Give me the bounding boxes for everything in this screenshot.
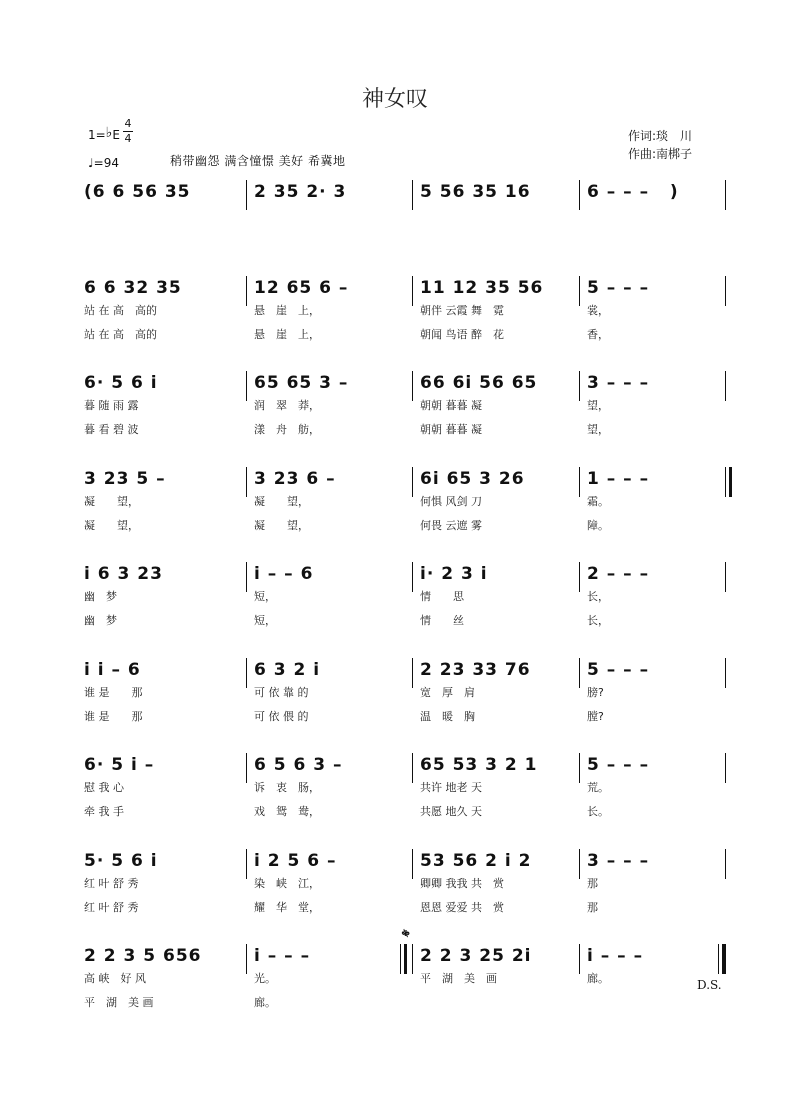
score-row xyxy=(82,467,732,557)
lyric-line-1: 凝 望， xyxy=(84,495,139,508)
measure-notes: 3 – – – xyxy=(587,373,650,393)
barline xyxy=(725,753,726,783)
barline xyxy=(579,180,580,210)
lyric-line-2: 幽 梦 xyxy=(84,614,117,627)
measure-notes: 2 – – – xyxy=(587,564,650,584)
lyric-line-1: 悬 崖 上， xyxy=(254,304,320,317)
ds-marking: D.S. xyxy=(697,978,722,992)
lyric-line-2: 牵 我 手 xyxy=(84,805,124,818)
lyric-line-1: 长， xyxy=(587,590,609,603)
lyric-line-1: 情 思 xyxy=(420,590,464,603)
lyric-line-2: 凝 望， xyxy=(254,519,309,532)
lyric-line-2: 漾 舟 舫， xyxy=(254,423,320,436)
lyric-line-2: 耀 华 堂， xyxy=(254,901,320,914)
lyric-line-1: 朝朝 暮暮 凝 xyxy=(420,399,482,412)
barline xyxy=(246,944,247,974)
lyric-line-1: 共许 地老 天 xyxy=(420,781,482,794)
measure-notes: 6 – – – ) xyxy=(587,182,679,202)
measure-notes: 2 2 3 25 2i xyxy=(420,946,532,966)
lyric-line-1: 暮 随 雨 露 xyxy=(84,399,139,412)
lyric-line-2: 暮 看 碧 波 xyxy=(84,423,139,436)
lyric-line-1: 凝 望， xyxy=(254,495,309,508)
measure-notes: 5 – – – xyxy=(587,278,650,298)
barline xyxy=(412,658,413,688)
lyric-line-1: 霜。 xyxy=(587,495,609,508)
measure-notes: i 2 5 6 – xyxy=(254,851,337,871)
segno-sign: 𝄋 xyxy=(398,927,415,940)
measure-notes: 65 65 3 – xyxy=(254,373,349,393)
final-barline xyxy=(718,944,725,974)
barline xyxy=(725,180,726,210)
barline xyxy=(246,849,247,879)
lyric-line-1: 谁 是 那 xyxy=(84,686,143,699)
expression-marking: 稍带幽怨 满含憧憬 美好 希冀地 xyxy=(170,154,346,168)
lyric-line-1: 望， xyxy=(587,399,609,412)
lyric-line-1: 润 翠 莽， xyxy=(254,399,320,412)
barline xyxy=(412,753,413,783)
score-row xyxy=(82,276,732,366)
measure-notes: 2 35 2· 3 xyxy=(254,182,347,202)
lyric-line-2: 膛? xyxy=(587,710,604,723)
lyric-line-2: 朝朝 暮暮 凝 xyxy=(420,423,482,436)
barline xyxy=(246,467,247,497)
lyric-line-1: 平 湖 美 画 xyxy=(420,972,497,985)
score-row xyxy=(82,180,732,270)
score-row xyxy=(82,658,732,748)
measure-notes: 5 – – – xyxy=(587,660,650,680)
barline xyxy=(579,753,580,783)
lyric-line-1: 幽 梦 xyxy=(84,590,117,603)
lyric-line-1: 荒。 xyxy=(587,781,609,794)
lyric-line-2: 恩恩 爱爱 共 赏 xyxy=(420,901,504,914)
measure-notes: 66 6i 56 65 xyxy=(420,373,538,393)
lyric-line-2: 谁 是 那 xyxy=(84,710,143,723)
lyric-line-1: 诉 衷 肠， xyxy=(254,781,320,794)
lyric-line-2: 情 丝 xyxy=(420,614,464,627)
lyric-line-1: 廊。 xyxy=(587,972,609,985)
barline xyxy=(246,371,247,401)
barline xyxy=(725,276,726,306)
measure-notes: 3 23 6 – xyxy=(254,469,336,489)
measure-notes: 6 6 32 35 xyxy=(84,278,182,298)
lyric-line-2: 何畏 云遮 雾 xyxy=(420,519,482,532)
key-signature: 1=♭E xyxy=(88,125,120,142)
lyric-line-1: 染 峡 江， xyxy=(254,877,320,890)
lyric-line-2: 望， xyxy=(587,423,609,436)
measure-notes: 1 – – – xyxy=(587,469,650,489)
lyric-line-2: 那 xyxy=(587,901,598,914)
lyric-line-2: 障。 xyxy=(587,519,609,532)
barline xyxy=(725,944,726,974)
lyric-line-2: 悬 崖 上， xyxy=(254,328,320,341)
lyric-line-1: 裳， xyxy=(587,304,609,317)
barline xyxy=(246,753,247,783)
barline xyxy=(246,276,247,306)
lyric-line-1: 慰 我 心 xyxy=(84,781,124,794)
score-row xyxy=(82,371,732,461)
lyric-line-1: 宽 厚 肩 xyxy=(420,686,475,699)
lyric-line-1: 红 叶 舒 秀 xyxy=(84,877,139,890)
barline xyxy=(412,562,413,592)
lyric-line-1: 膀? xyxy=(587,686,604,699)
barline xyxy=(725,658,726,688)
lyric-line-2: 共愿 地久 天 xyxy=(420,805,482,818)
measure-notes: 6· 5 i – xyxy=(84,755,155,775)
barline xyxy=(579,371,580,401)
lyric-line-2: 站 在 高 高的 xyxy=(84,328,157,341)
lyric-line-2: 朝闻 鸟语 醉 花 xyxy=(420,328,504,341)
measure-notes: 3 23 5 – xyxy=(84,469,166,489)
barline xyxy=(246,562,247,592)
barline xyxy=(579,562,580,592)
tempo-marking: ♩=94 xyxy=(88,156,119,170)
lyric-line-2: 长， xyxy=(587,614,609,627)
measure-notes: 5 56 35 16 xyxy=(420,182,531,202)
lyric-line-2: 短， xyxy=(254,614,276,627)
measure-notes: 3 – – – xyxy=(587,851,650,871)
composer-credit: 作曲:南梆子 xyxy=(628,147,693,161)
barline xyxy=(246,180,247,210)
time-signature: 4 4 xyxy=(124,117,132,145)
measure-notes: (6 6 56 35 xyxy=(84,182,191,202)
lyric-line-2: 廊。 xyxy=(254,996,276,1009)
lyric-line-1: 站 在 高 高的 xyxy=(84,304,157,317)
lyric-line-1: 可 依 靠 的 xyxy=(254,686,309,699)
barline xyxy=(579,467,580,497)
lyric-line-1: 高 峡 好 风 xyxy=(84,972,146,985)
measure-notes: 53 56 2 i 2 xyxy=(420,851,532,871)
lyric-line-1: 卿卿 我我 共 赏 xyxy=(420,877,504,890)
lyric-line-1: 光。 xyxy=(254,972,276,985)
repeat-barline xyxy=(725,467,732,497)
lyric-line-1: 那 xyxy=(587,877,598,890)
barline xyxy=(725,371,726,401)
measure-notes: 65 53 3 2 1 xyxy=(420,755,538,775)
barline xyxy=(579,658,580,688)
measure-notes: i· 2 3 i xyxy=(420,564,488,584)
measure-notes: 6 5 6 3 – xyxy=(254,755,343,775)
score-row xyxy=(82,849,732,939)
repeat-start-barline xyxy=(400,944,407,974)
measure-notes: 6 3 2 i xyxy=(254,660,321,680)
barline xyxy=(725,562,726,592)
lyric-line-2: 戏 鸳 鸯， xyxy=(254,805,320,818)
measure-notes: 5 – – – xyxy=(587,755,650,775)
page-title: 神女叹 xyxy=(361,87,428,112)
barline xyxy=(579,849,580,879)
barline xyxy=(412,276,413,306)
lyric-line-1: 朝伴 云霞 舞 霓 xyxy=(420,304,504,317)
measure-notes: i 6 3 23 xyxy=(84,564,163,584)
lyric-line-2: 红 叶 舒 秀 xyxy=(84,901,139,914)
lyric-line-2: 凝 望， xyxy=(84,519,139,532)
lyric-line-2: 平 湖 美 画 xyxy=(84,996,154,1009)
lyricist-credit: 作词:琰 川 xyxy=(628,129,693,143)
lyric-line-2: 可 依 偎 的 xyxy=(254,710,309,723)
barline xyxy=(412,944,413,974)
score-row xyxy=(82,944,732,1034)
barline xyxy=(579,944,580,974)
score-row xyxy=(82,753,732,843)
barline xyxy=(412,371,413,401)
lyric-line-1: 何惧 风剑 刀 xyxy=(420,495,482,508)
measure-notes: 6i 65 3 26 xyxy=(420,469,525,489)
measure-notes: 11 12 35 56 xyxy=(420,278,544,298)
lyric-line-2: 香， xyxy=(587,328,609,341)
barline xyxy=(579,276,580,306)
barline xyxy=(725,849,726,879)
lyric-line-1: 短， xyxy=(254,590,276,603)
barline xyxy=(412,849,413,879)
score-row xyxy=(82,562,732,652)
measure-notes: 2 2 3 5 656 xyxy=(84,946,202,966)
measure-notes: i – – – xyxy=(587,946,644,966)
barline xyxy=(412,467,413,497)
barline xyxy=(412,180,413,210)
measure-notes: 2 23 33 76 xyxy=(420,660,531,680)
measure-notes: i – – – xyxy=(254,946,311,966)
barline xyxy=(246,658,247,688)
measure-notes: i – – 6 xyxy=(254,564,314,584)
measure-notes: i i – 6 xyxy=(84,660,141,680)
lyric-line-2: 长。 xyxy=(587,805,609,818)
measure-notes: 6· 5 6 i xyxy=(84,373,158,393)
lyric-line-2: 温 暖 胸 xyxy=(420,710,475,723)
measure-notes: 12 65 6 – xyxy=(254,278,349,298)
measure-notes: 5· 5 6 i xyxy=(84,851,158,871)
